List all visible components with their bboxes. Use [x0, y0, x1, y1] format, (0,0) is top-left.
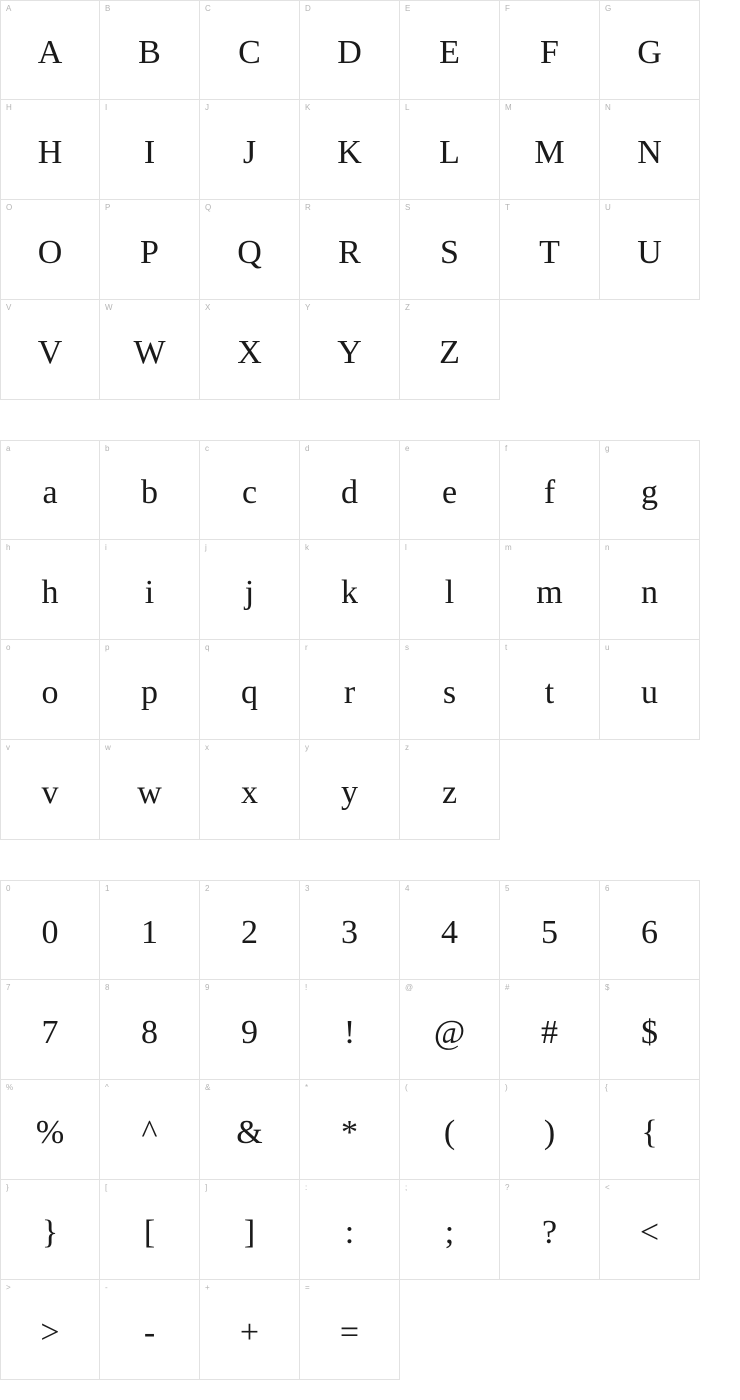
glyph-character: e [441, 474, 458, 511]
glyph-code-label: Y [305, 303, 311, 312]
glyph-cell[interactable] [200, 100, 300, 200]
glyph-code-label: < [605, 1183, 610, 1192]
glyph-code-label: & [205, 1083, 211, 1092]
glyph-code-label: s [405, 643, 409, 652]
glyph-code-label: ) [505, 1083, 508, 1092]
glyph-cell[interactable] [100, 1280, 200, 1380]
glyph-code-label: V [6, 303, 12, 312]
glyph-cell[interactable] [300, 980, 400, 1080]
glyph-cell[interactable] [300, 1080, 400, 1180]
glyph-character: a [42, 474, 58, 511]
glyph-code-label: $ [605, 983, 610, 992]
glyph-character: 8 [141, 1013, 158, 1051]
glyph-character: G [637, 34, 662, 71]
glyph-code-label: W [105, 303, 113, 312]
glyph-character: i [144, 573, 155, 611]
glyph-character: O [37, 233, 63, 271]
glyph-code-label: ! [305, 983, 308, 992]
glyph-character: S [440, 233, 459, 271]
glyph-character: > [40, 1313, 60, 1351]
glyph-code-label: C [205, 4, 211, 13]
glyph-code-label: m [505, 543, 512, 552]
glyph-cell[interactable] [200, 880, 300, 980]
glyph-character: % [35, 1113, 65, 1151]
glyph-cell[interactable] [300, 1280, 400, 1380]
glyph-code-label: u [605, 643, 610, 652]
glyph-code-label: n [605, 543, 610, 552]
glyph-cell[interactable] [500, 640, 600, 740]
glyph-cell[interactable] [200, 640, 300, 740]
glyph-cell[interactable] [500, 1180, 600, 1280]
glyph-code-label: X [205, 303, 211, 312]
glyph-character: * [341, 1113, 358, 1151]
glyph-cell[interactable] [100, 440, 200, 540]
glyph-cell[interactable] [500, 0, 600, 100]
glyph-character: D [337, 34, 362, 71]
glyph-cell[interactable] [300, 200, 400, 300]
glyph-code-label: 0 [6, 884, 11, 893]
glyph-character: c [241, 474, 258, 511]
glyph-character: : [344, 1213, 355, 1251]
glyph-section-lowercase [0, 440, 700, 840]
glyph-character: z [441, 773, 458, 811]
glyph-code-label: B [105, 4, 111, 13]
glyph-cell[interactable] [400, 0, 500, 100]
glyph-character: L [439, 133, 460, 171]
glyph-code-label: 1 [105, 884, 110, 893]
glyph-cell[interactable] [400, 740, 500, 840]
glyph-cell[interactable] [400, 200, 500, 300]
glyph-character: 6 [641, 914, 658, 951]
glyph-code-label: z [405, 743, 409, 752]
glyph-cell[interactable] [600, 440, 700, 540]
glyph-character: f [543, 474, 556, 511]
glyph-code-label: A [6, 4, 12, 13]
glyph-cell[interactable] [100, 300, 200, 400]
glyph-character: n [641, 573, 658, 611]
glyph-character: j [244, 573, 255, 611]
glyph-cell[interactable] [600, 1080, 700, 1180]
glyph-cell[interactable] [0, 880, 100, 980]
glyph-cell[interactable] [0, 980, 100, 1080]
glyph-character: g [641, 474, 658, 511]
glyph-character: & [236, 1113, 263, 1151]
glyph-character: Z [439, 333, 460, 371]
glyph-character: T [539, 233, 560, 271]
glyph-code-label: + [205, 1283, 210, 1292]
glyph-code-label: 5 [505, 884, 510, 893]
glyph-code-label: ( [405, 1083, 408, 1092]
glyph-character: t [544, 673, 555, 711]
glyph-code-label: R [305, 203, 311, 212]
glyph-cell[interactable] [100, 540, 200, 640]
glyph-cell[interactable] [200, 300, 300, 400]
glyph-code-label: o [6, 643, 11, 652]
glyph-cell[interactable] [500, 440, 600, 540]
glyph-character: I [143, 133, 156, 171]
glyph-character: w [137, 773, 162, 811]
glyph-character: C [238, 34, 261, 71]
glyph-cell[interactable] [500, 880, 600, 980]
glyph-code-label: M [505, 103, 512, 112]
glyph-character: { [641, 1113, 658, 1151]
glyph-code-label: K [305, 103, 311, 112]
glyph-code-label: d [305, 444, 310, 453]
glyph-cell[interactable] [400, 1180, 500, 1280]
glyph-character: 5 [541, 914, 558, 951]
glyph-character: q [241, 673, 258, 711]
glyph-cell[interactable] [200, 540, 300, 640]
glyph-character: ] [243, 1213, 256, 1251]
glyph-code-label: b [105, 444, 110, 453]
glyph-code-label: O [6, 203, 13, 212]
glyph-code-label: ] [205, 1183, 208, 1192]
glyph-cell[interactable] [500, 980, 600, 1080]
glyph-cell[interactable] [100, 100, 200, 200]
glyph-code-label: > [6, 1283, 11, 1292]
glyph-code-label: g [605, 444, 610, 453]
glyph-character: E [439, 34, 460, 71]
glyph-cell[interactable] [200, 1280, 300, 1380]
glyph-cell[interactable] [100, 1180, 200, 1280]
glyph-cell[interactable] [600, 100, 700, 200]
glyph-code-label: F [505, 4, 510, 13]
glyph-cell[interactable] [100, 740, 200, 840]
glyph-character: 9 [241, 1013, 258, 1051]
glyph-cell[interactable] [0, 300, 100, 400]
glyph-cell[interactable] [300, 880, 400, 980]
glyph-cell[interactable] [300, 0, 400, 100]
glyph-code-label: @ [405, 983, 414, 992]
glyph-code-label: 8 [105, 983, 110, 992]
glyph-code-label: D [305, 4, 311, 13]
glyph-code-label: 2 [205, 884, 210, 893]
glyph-character: V [37, 333, 63, 371]
glyph-code-label: J [205, 103, 209, 112]
glyph-cell[interactable] [600, 0, 700, 100]
glyph-cell[interactable] [0, 0, 100, 100]
glyph-code-label: 9 [205, 983, 210, 992]
glyph-cell[interactable] [200, 980, 300, 1080]
glyph-cell[interactable] [200, 440, 300, 540]
glyph-cell[interactable] [300, 740, 400, 840]
glyph-cell[interactable] [0, 740, 100, 840]
glyph-character: B [138, 34, 161, 71]
glyph-character: p [141, 673, 158, 711]
glyph-code-label: = [305, 1283, 310, 1292]
glyph-character: = [339, 1313, 360, 1351]
glyph-cell[interactable] [500, 540, 600, 640]
glyph-cell[interactable] [200, 740, 300, 840]
glyph-cell[interactable] [400, 100, 500, 200]
glyph-character: P [140, 233, 159, 271]
glyph-cell[interactable] [600, 640, 700, 740]
glyph-character: ) [543, 1113, 556, 1151]
glyph-code-label: e [405, 444, 410, 453]
glyph-character: Q [237, 233, 262, 271]
glyph-character: x [241, 773, 258, 811]
glyph-cell[interactable] [100, 880, 200, 980]
glyph-character: l [444, 573, 455, 611]
glyph-character: - [143, 1313, 156, 1351]
glyph-cell[interactable] [100, 640, 200, 740]
glyph-cell[interactable] [500, 200, 600, 300]
glyph-code-label: q [205, 643, 210, 652]
glyph-code-label: j [205, 543, 207, 552]
glyph-character: ^ [141, 1113, 158, 1151]
glyph-character: o [41, 673, 59, 711]
glyph-cell[interactable] [400, 440, 500, 540]
glyph-cell[interactable] [200, 200, 300, 300]
glyph-code-label: I [105, 103, 108, 112]
glyph-cell[interactable] [0, 1180, 100, 1280]
glyph-character: R [338, 233, 361, 271]
glyph-character: ; [444, 1213, 455, 1251]
glyph-cell[interactable] [0, 100, 100, 200]
glyph-character: [ [143, 1213, 156, 1251]
glyph-cell[interactable] [0, 440, 100, 540]
glyph-code-label: y [305, 743, 309, 752]
glyph-character: 7 [41, 1013, 59, 1051]
glyph-character: X [237, 333, 262, 371]
glyph-cell[interactable] [200, 1180, 300, 1280]
glyph-code-label: 4 [405, 884, 410, 893]
glyph-character: } [41, 1213, 59, 1251]
glyph-cell[interactable] [400, 300, 500, 400]
glyph-code-label: N [605, 103, 611, 112]
glyph-code-label: U [605, 203, 611, 212]
glyph-character: d [341, 474, 358, 511]
glyph-code-label: l [405, 543, 407, 552]
glyph-character: U [637, 233, 662, 271]
glyph-cell[interactable] [600, 880, 700, 980]
glyph-code-label: ; [405, 1183, 408, 1192]
glyph-character: 3 [341, 914, 358, 951]
glyph-character: u [641, 673, 658, 711]
glyph-character: 0 [41, 914, 59, 951]
glyph-code-label: [ [105, 1183, 108, 1192]
glyph-code-label: H [6, 103, 12, 112]
glyph-character: @ [433, 1013, 466, 1051]
glyph-character: ( [443, 1113, 456, 1151]
glyph-character: H [37, 133, 63, 171]
glyph-code-label: G [605, 4, 612, 13]
glyph-code-label: p [105, 643, 110, 652]
glyph-character: + [239, 1313, 260, 1351]
glyph-code-label: w [105, 743, 111, 752]
glyph-cell[interactable] [300, 440, 400, 540]
glyph-code-label: t [505, 643, 508, 652]
glyph-code-label: 6 [605, 884, 610, 893]
glyph-character: r [343, 673, 356, 711]
glyph-cell[interactable] [300, 100, 400, 200]
glyph-cell[interactable] [400, 880, 500, 980]
glyph-cell[interactable] [0, 640, 100, 740]
glyph-cell[interactable] [400, 1080, 500, 1180]
glyph-code-label: : [305, 1183, 308, 1192]
glyph-section-symbols [0, 880, 700, 1380]
glyph-code-label: { [605, 1083, 608, 1092]
glyph-cell[interactable] [0, 1080, 100, 1180]
glyph-code-label: r [305, 643, 308, 652]
glyph-code-label: - [105, 1283, 108, 1292]
glyph-code-label: % [6, 1083, 14, 1092]
glyph-character: F [540, 34, 559, 71]
glyph-section-uppercase [0, 0, 700, 400]
glyph-code-label: f [505, 444, 508, 453]
glyph-cell[interactable] [0, 1280, 100, 1380]
glyph-cell[interactable] [600, 200, 700, 300]
glyph-character: 1 [141, 914, 158, 951]
glyph-code-label: # [505, 983, 510, 992]
glyph-cell[interactable] [600, 1180, 700, 1280]
glyph-character: K [337, 133, 362, 171]
glyph-code-label: Z [405, 303, 410, 312]
glyph-cell[interactable] [100, 980, 200, 1080]
glyph-code-label: 7 [6, 983, 11, 992]
glyph-character: W [133, 333, 166, 371]
glyph-cell[interactable] [300, 640, 400, 740]
glyph-cell[interactable] [100, 0, 200, 100]
glyph-code-label: h [6, 543, 11, 552]
glyph-code-label: P [105, 203, 111, 212]
glyph-character: N [637, 133, 662, 171]
glyph-cell[interactable] [100, 200, 200, 300]
glyph-character: J [242, 133, 257, 171]
glyph-code-label: T [505, 203, 510, 212]
glyph-character: s [442, 673, 457, 711]
glyph-code-label: } [6, 1183, 9, 1192]
glyph-cell[interactable] [0, 200, 100, 300]
glyph-code-label: S [405, 203, 411, 212]
glyph-character: Y [337, 333, 362, 371]
glyph-cell[interactable] [500, 100, 600, 200]
glyph-character: A [37, 34, 63, 71]
glyph-cell[interactable] [300, 1180, 400, 1280]
glyph-character: h [41, 573, 59, 611]
glyph-code-label: L [405, 103, 410, 112]
glyph-character: ? [541, 1213, 558, 1251]
glyph-cell[interactable] [200, 1080, 300, 1180]
glyph-code-label: v [6, 743, 10, 752]
glyph-character: k [341, 573, 358, 611]
glyph-cell[interactable] [100, 1080, 200, 1180]
glyph-character: M [534, 133, 565, 171]
glyph-character: m [536, 573, 563, 611]
glyph-cell[interactable] [0, 540, 100, 640]
glyph-character: # [541, 1013, 558, 1051]
glyph-code-label: Q [205, 203, 212, 212]
glyph-cell[interactable] [300, 300, 400, 400]
glyph-character: < [639, 1213, 660, 1251]
glyph-code-label: c [205, 444, 209, 453]
glyph-code-label: E [405, 4, 411, 13]
glyph-code-label: k [305, 543, 309, 552]
glyph-code-label: x [205, 743, 209, 752]
glyph-code-label: a [6, 444, 11, 453]
glyph-code-label: 3 [305, 884, 310, 893]
glyph-cell[interactable] [500, 1080, 600, 1180]
glyph-code-label: ^ [105, 1083, 109, 1092]
glyph-cell[interactable] [400, 540, 500, 640]
glyph-character: 4 [441, 914, 458, 951]
glyph-cell[interactable] [400, 640, 500, 740]
glyph-code-label: ? [505, 1183, 510, 1192]
glyph-cell[interactable] [400, 980, 500, 1080]
glyph-character: 2 [241, 914, 258, 951]
glyph-character: v [41, 773, 59, 811]
glyph-cell[interactable] [600, 980, 700, 1080]
glyph-cell[interactable] [200, 0, 300, 100]
glyph-character: y [341, 773, 358, 811]
glyph-character: b [141, 474, 158, 511]
glyph-character: $ [641, 1013, 658, 1051]
glyph-code-label: * [305, 1083, 309, 1092]
glyph-character: ! [343, 1013, 356, 1051]
glyph-cell[interactable] [300, 540, 400, 640]
glyph-cell[interactable] [600, 540, 700, 640]
glyph-code-label: i [105, 543, 107, 552]
